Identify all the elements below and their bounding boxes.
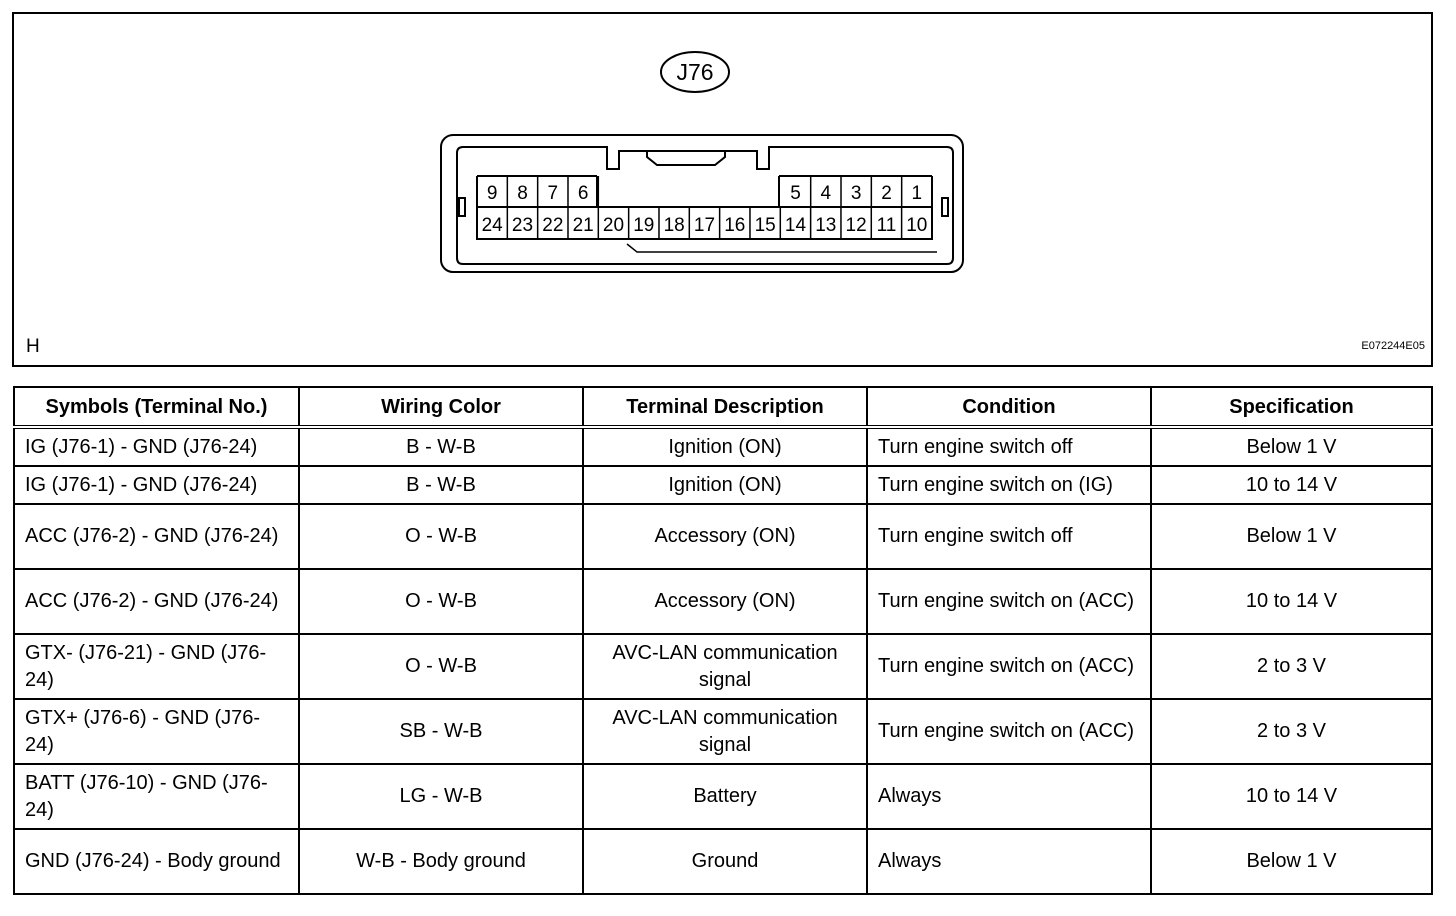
cell-description: Accessory (ON): [583, 569, 867, 634]
cell-condition: Turn engine switch off: [867, 504, 1151, 569]
cell-spec: Below 1 V: [1151, 504, 1432, 569]
cell-condition: Turn engine switch off: [867, 427, 1151, 466]
pin-number: 8: [517, 183, 528, 204]
pin-number: 22: [542, 215, 564, 236]
pin-number: 10: [906, 215, 928, 236]
pin-number: 15: [754, 215, 776, 236]
pin-number: 3: [850, 183, 862, 204]
pin-number: 14: [784, 215, 807, 236]
cell-symbols: GTX- (J76-21) - GND (J76-24): [14, 634, 299, 699]
cell-spec: Below 1 V: [1151, 427, 1432, 466]
cell-condition: Turn engine switch on (ACC): [867, 699, 1151, 764]
pin-number: 4: [820, 183, 832, 204]
cell-wiring: O - W-B: [299, 504, 583, 569]
cell-description: Ground: [583, 829, 867, 894]
cell-description: Battery: [583, 764, 867, 829]
cell-symbols: BATT (J76-10) - GND (J76-24): [14, 764, 299, 829]
cell-symbols: GTX+ (J76-6) - GND (J76-24): [14, 699, 299, 764]
cell-spec: 10 to 14 V: [1151, 764, 1432, 829]
cell-condition: Turn engine switch on (ACC): [867, 569, 1151, 634]
cell-spec: 10 to 14 V: [1151, 466, 1432, 504]
cell-description: AVC-LAN communication signal: [583, 634, 867, 699]
pin-number: 23: [511, 215, 534, 236]
cell-condition: Always: [867, 829, 1151, 894]
cell-symbols: IG (J76-1) - GND (J76-24): [14, 466, 299, 504]
cell-symbols: GND (J76-24) - Body ground: [14, 829, 299, 894]
table-header-row: [14, 387, 1432, 427]
pin-number: 24: [481, 215, 503, 236]
cell-condition: Turn engine switch on (ACC): [867, 634, 1151, 699]
corner-letter: H: [26, 336, 40, 357]
pin-number: 7: [547, 183, 559, 204]
cell-spec: 2 to 3 V: [1151, 699, 1432, 764]
cell-wiring: B - W-B: [299, 427, 583, 466]
header-wiring-color: Wiring Color: [299, 387, 583, 427]
cell-description: Accessory (ON): [583, 504, 867, 569]
table-row: [14, 764, 1432, 829]
table-row: [14, 466, 1432, 504]
pin-number: 18: [663, 215, 685, 236]
cell-condition: Turn engine switch on (IG): [867, 466, 1151, 504]
cell-condition: Always: [867, 764, 1151, 829]
cell-symbols: ACC (J76-2) - GND (J76-24): [14, 504, 299, 569]
cell-wiring: O - W-B: [299, 569, 583, 634]
terminal-spec-table: [13, 386, 1433, 895]
cell-description: Ignition (ON): [583, 466, 867, 504]
cell-wiring: O - W-B: [299, 634, 583, 699]
cell-spec: 10 to 14 V: [1151, 569, 1432, 634]
pin-number: 19: [633, 215, 655, 236]
table-row: [14, 829, 1432, 894]
header-condition: Condition: [867, 387, 1151, 427]
table-row: [14, 569, 1432, 634]
cell-wiring: LG - W-B: [299, 764, 583, 829]
cell-wiring: SB - W-B: [299, 699, 583, 764]
pin-number: 20: [602, 215, 625, 236]
cell-symbols: ACC (J76-2) - GND (J76-24): [14, 569, 299, 634]
pin-number: 16: [724, 215, 746, 236]
pin-number: 17: [693, 215, 716, 236]
cell-spec: 2 to 3 V: [1151, 634, 1432, 699]
pin-number: 11: [876, 215, 897, 236]
header-terminal-description: Terminal Description: [583, 387, 867, 427]
connector-diagram: [12, 12, 1433, 367]
cell-wiring: B - W-B: [299, 466, 583, 504]
pin-number: 5: [790, 183, 801, 204]
header-symbols: Symbols (Terminal No.): [14, 387, 299, 427]
pin-number: 21: [572, 215, 594, 236]
table-row: [14, 699, 1432, 764]
pin-number: 6: [577, 183, 589, 204]
pin-number: 13: [815, 215, 837, 236]
cell-spec: Below 1 V: [1151, 829, 1432, 894]
cell-wiring: W-B - Body ground: [299, 829, 583, 894]
cell-symbols: IG (J76-1) - GND (J76-24): [14, 427, 299, 466]
table-row: [14, 504, 1432, 569]
cell-description: Ignition (ON): [583, 427, 867, 466]
header-specification: Specification: [1151, 387, 1432, 427]
pin-number: 12: [845, 215, 867, 236]
table-row: [14, 634, 1432, 699]
figure-code: E072244E05: [1361, 340, 1425, 352]
table-row: [14, 427, 1432, 466]
pin-number: 2: [881, 183, 892, 204]
pin-number: 1: [911, 183, 923, 204]
connector-label: J76: [676, 59, 714, 85]
cell-description: AVC-LAN communication signal: [583, 699, 867, 764]
pin-number: 9: [486, 183, 498, 204]
connector-drawing: [14, 14, 1431, 365]
